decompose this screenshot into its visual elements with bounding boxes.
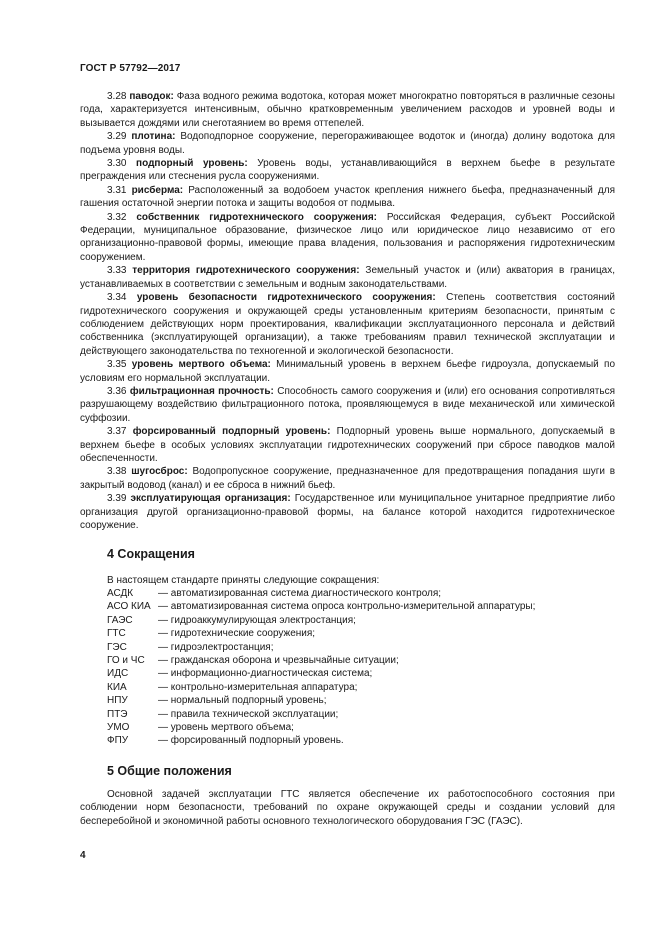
definition-number: 3.37 [107,426,127,438]
definition-term: собственник гидротехнического сооружения: [136,211,378,223]
abbreviation-row [107,587,535,600]
abbreviation-description: — нормальный подпорный уровень; [158,695,327,707]
definition-number: 3.35 [107,359,127,371]
abbreviation-row [107,600,535,613]
abbreviation-code: ПТЭ [107,708,128,720]
abbreviation-row [107,694,535,707]
abbreviation-row [107,708,535,721]
definition-text: Фаза водного режима водотока, которая может многократно повторяться в различные сезоны года, характеризуется интенсивным, обычно кратковременным увеличением расходов и уровней воды и вызывается дождями или снеготаянием во время оттепелей. [80,91,615,129]
abbreviation-code: ГО и ЧС [107,655,145,667]
abbreviation-code: КИА [107,681,127,693]
definition-text: Подпорный уровень выше нормального, допускаемый в верхнем бьефе в особых условиях эксплуатации гидротехнических сооружений при сбросе паводков малой обеспеченности. [80,426,616,464]
abbreviation-description: — правила технической эксплуатации; [158,708,339,720]
definition-text: Способность самого сооружения и (или) его основания сопротивляться разрушающему воздействию фильтрационного потока, проявляющемуся в виде механической или химической суффозии. [80,385,616,424]
general-provisions [80,788,615,828]
abbreviation-row [107,721,535,734]
definition-number: 3.33 [107,265,127,277]
abbreviation-row [107,614,535,627]
abbreviation-code: АСДК [107,588,134,599]
abbreviation-row [107,654,535,667]
abbreviation-row [107,627,535,640]
abbreviation-code: ГАЭС [107,614,133,626]
definition-item [80,492,615,532]
definition-text: Водоподпорное сооружение, перегораживающее водоток и (иногда) долину водотока для подъема уровня воды. [80,131,616,156]
definition-term: форсированный подпорный уровень: [132,426,331,438]
definition-term: уровень безопасности гидротехнического сооружения: [136,292,436,304]
abbreviation-description: — гидротехнические сооружения; [158,628,316,640]
general-paragraph: Основной задачей эксплуатации ГТС является обеспечение их работоспособного состояния при соблюдении норм безопасности, требований по охране окружающей среды и создании условий для бесперебойной и экономичной работы основного технологического оборудования ГЭС (ГАЭС). [80,789,615,827]
section-heading-general-provisions: 5 Общие положения [107,764,232,778]
abbreviation-description: — информационно-диагностическая система; [158,668,373,680]
abbreviation-description: — гражданская оборона и чрезвычайные ситуации; [158,655,399,667]
definition-item [80,465,615,492]
definition-number: 3.29 [107,131,127,143]
definition-number: 3.28 [107,91,127,102]
definition-term: подпорный уровень: [136,158,248,170]
definition-term: паводок: [129,91,174,102]
definition-number: 3.32 [107,211,127,223]
definitions-list [80,90,615,532]
abbreviation-description: — гидроэлектростанция; [158,641,274,653]
definition-text: Земельный участок и (или) акватория в границах, устанавливаемых в соответствии с земельным и водным законодательствами. [80,265,616,290]
definition-number: 3.30 [107,158,127,170]
section-heading-abbreviations: 4 Сокращения [107,547,195,561]
definition-item [80,425,615,465]
definition-item [80,385,615,425]
definition-term: территория гидротехнического сооружения: [132,265,360,277]
abbreviation-description: — уровень мертвого объема; [158,722,294,734]
abbreviation-description: — контрольно-измерительная аппаратура; [158,681,358,693]
definition-item [80,264,615,291]
abbreviation-description: — автоматизированная система опроса контрольно-измерительной аппаратуры; [158,601,536,613]
definition-text: Степень соответствия состояний гидротехнического сооружения и окружающей среды установленным критериям безопасности, принятым с соблюдением действующих норм проектирования, квалификации эксплуатационного персонала и действий собственника (эксплуатирующей организации), а также требованиям правил технической эксплуатации и действующего законодательства по техногенной и экологической безопасности. [80,292,616,357]
abbreviation-description: — форсированный подпорный уровень. [158,735,344,747]
definition-number: 3.31 [107,184,127,196]
definition-item [80,130,615,157]
definition-item [80,211,615,265]
definition-term: фильтрационная прочность: [129,385,274,397]
definition-number: 3.39 [107,493,127,505]
abbreviation-description: — гидроаккумулирующая электростанция; [158,614,356,626]
definition-text: Уровень воды, устанавливающийся в верхнем бьефе в результате преграждения или стеснения русла сооружениями. [80,158,616,183]
abbreviation-code: УМО [107,722,130,734]
page-number: 4 [80,850,86,861]
definition-item [80,291,615,358]
definition-item [80,184,615,211]
abbreviation-code: ФПУ [107,735,129,747]
abbreviation-code: ИДС [107,668,129,680]
abbreviations-list [107,587,535,748]
definition-term: уровень мертвого объема: [131,359,271,371]
definition-text: Расположенный за водобоем участок крепления нижнего бьефа, предназначенный для гашения остаточной энергии потока и защиты водобоя от подмыва. [80,184,616,210]
abbreviations-intro: В настоящем стандарте приняты следующие сокращения: [107,575,380,586]
document-header: ГОСТ Р 57792—2017 [80,63,181,74]
definition-text: Российская Федерация, субъект Российской Федерации, муниципальное образование, физическое лицо или юридическое лицо независимо от его организационно-правовой формы, имеющие права владения, пользования и распоряжения гидротехническим сооружением. [80,211,615,263]
abbreviation-row [107,734,535,747]
definition-item [80,90,615,130]
abbreviation-code: АСО КИА [107,601,151,613]
definition-term: эксплуатирующая организация: [130,493,291,505]
definition-text: Водопропускное сооружение, предназначенное для предотвращения попадания шуги в закрытый водовод (канал) и ее сброса в нижний бьеф. [80,466,616,491]
abbreviation-row [107,641,535,654]
abbreviation-code: ГЭС [107,641,127,653]
abbreviation-row [107,667,535,680]
abbreviation-code: ГТС [107,628,126,640]
definition-term: шугосброс: [131,466,188,478]
definition-item [80,358,615,385]
abbreviation-description: — автоматизированная система диагностического контроля; [158,588,442,599]
abbreviation-row [107,681,535,694]
definition-item [80,157,615,184]
definition-number: 3.38 [107,466,127,478]
definition-term: плотина: [131,131,176,143]
definition-term: рисберма: [131,184,184,196]
definition-number: 3.36 [107,385,127,397]
definition-number: 3.34 [107,292,127,304]
definition-text: Минимальный уровень в верхнем бьефе гидроузла, допускаемый по условиям его нормальной эксплуатации. [80,359,616,384]
definition-text: Государственное или муниципальное унитарное предприятие либо организация другой организационно-правовой формы, на балансе которой находится гидротехническое сооружение. [80,493,616,531]
abbreviation-code: НПУ [107,695,128,707]
